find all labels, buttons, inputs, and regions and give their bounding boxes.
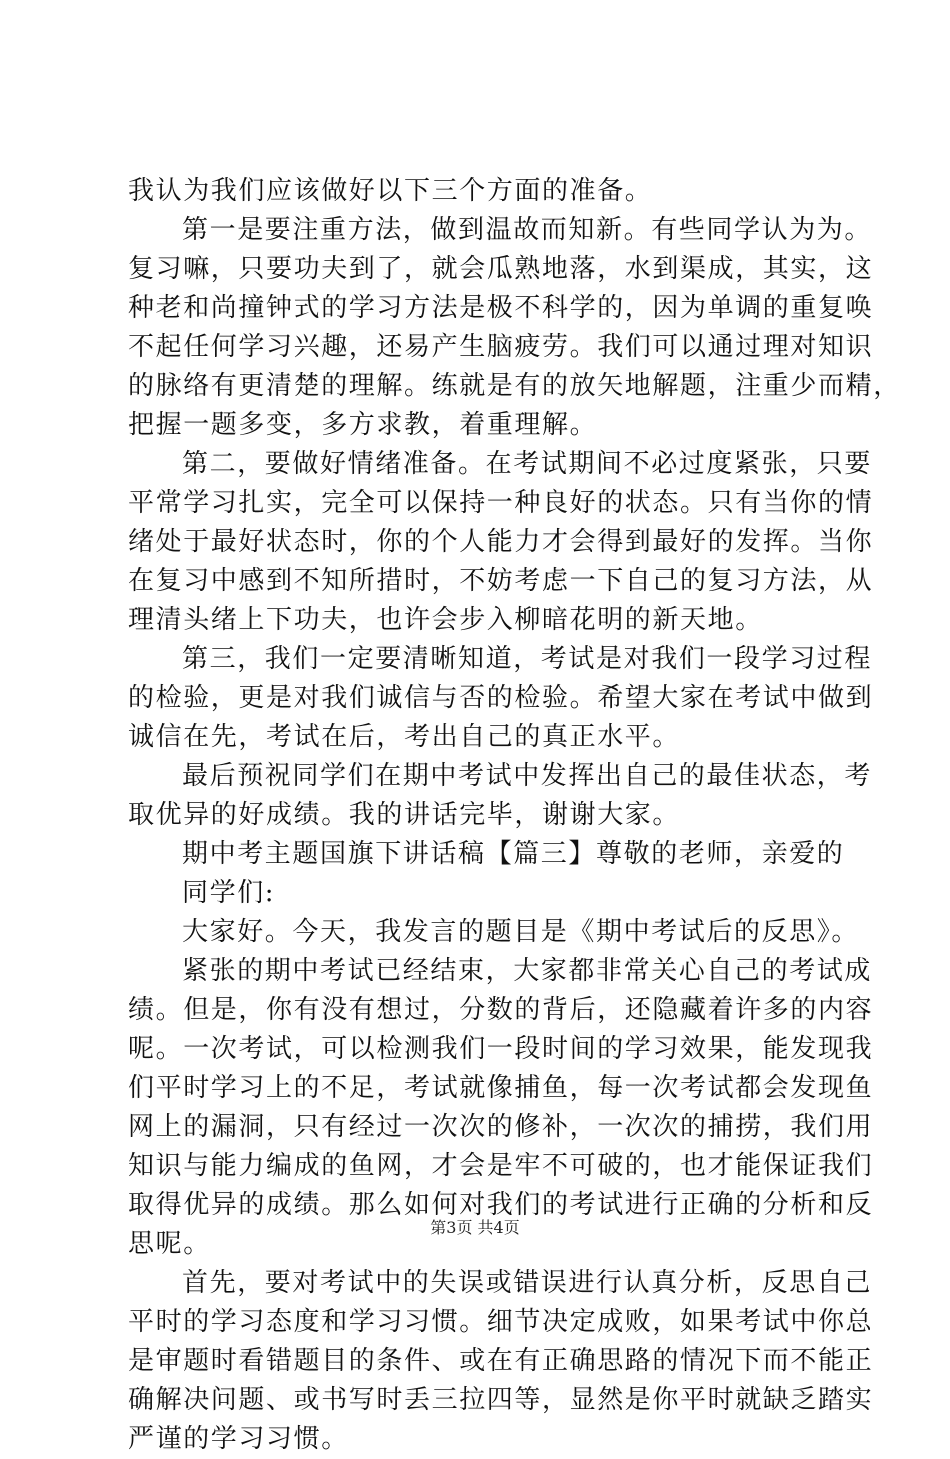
text-line: 同学们: <box>182 878 276 908</box>
text-line: 最后预祝同学们在期中考试中发挥出自己的最佳状态，考 <box>182 761 873 791</box>
text-line: 大家好。今天，我发言的题目是《期中考试后的反思》。 <box>182 917 860 947</box>
text-line: 严谨的学习习惯。 <box>128 1424 349 1454</box>
text-line: 网上的漏洞，只有经过一次次的修补，一次次的捕捞，我们用 <box>128 1112 874 1142</box>
text-line: 把握一题多变，多方求教，着重理解。 <box>128 410 598 440</box>
text-line: 诚信在先，考试在后，考出自己的真正水平。 <box>128 722 681 752</box>
text-line: 紧张的期中考试已经结束，大家都非常关心自己的考试成 <box>182 956 873 986</box>
text-line: 绪处于最好状态时，你的个人能力才会得到最好的发挥。当你 <box>128 527 874 557</box>
text-line: 的检验，更是对我们诚信与否的检验。希望大家在考试中做到 <box>128 683 874 713</box>
text-line: 确解决问题、或书写时丢三拉四等，显然是你平时就缺乏踏实 <box>128 1385 874 1415</box>
text-line: 第三，我们一定要清晰知道，考试是对我们一段学习过程 <box>182 644 873 674</box>
text-line: 们平时学习上的不足，考试就像捕鱼，每一次考试都会发现鱼 <box>128 1073 874 1103</box>
text-line: 知识与能力编成的鱼网，才会是牢不可破的，也才能保证我们 <box>128 1151 874 1181</box>
text-line: 不起任何学习兴趣，还易产生脑疲劳。我们可以通过理对知识 <box>128 332 874 362</box>
text-line: 首先，要对考试中的失误或错误进行认真分析，反思自己 <box>182 1268 873 1298</box>
text-line: 呢。一次考试，可以检测我们一段时间的学习效果，能发现我 <box>128 1034 874 1064</box>
document-body <box>128 172 901 1459</box>
page-number-footer: 第3页 共4页 <box>430 1218 520 1237</box>
text-line: 第一是要注重方法，做到温故而知新。有些同学认为为。 <box>182 215 873 245</box>
text-line: 在复习中感到不知所措时，不妨考虑一下自己的复习方法，从 <box>128 566 874 596</box>
text-line: 取优异的好成绩。我的讲话完毕，谢谢大家。 <box>128 800 681 830</box>
text-line: 种老和尚撞钟式的学习方法是极不科学的，因为单调的重复唤 <box>128 293 874 323</box>
text-line: 绩。但是，你有没有想过，分数的背后，还隐藏着许多的内容 <box>128 995 874 1025</box>
text-line: 取得优异的成绩。那么如何对我们的考试进行正确的分析和反 <box>128 1190 874 1220</box>
text-line: 是审题时看错题目的条件、或在有正确思路的情况下而不能正 <box>128 1346 874 1376</box>
text-line: 第二，要做好情绪准备。在考试期间不必过度紧张，只要 <box>182 449 873 479</box>
text-line: 理清头绪上下功夫，也许会步入柳暗花明的新天地。 <box>128 605 763 635</box>
text-line: 的脉络有更清楚的理解。练就是有的放矢地解题，注重少而精， <box>128 371 901 401</box>
text-line: 平时的学习态度和学习习惯。细节决定成败，如果考试中你总 <box>128 1307 874 1337</box>
text-line: 平常学习扎实，完全可以保持一种良好的状态。只有当你的情 <box>128 488 874 518</box>
text-line: 我认为我们应该做好以下三个方面的准备。 <box>128 176 653 206</box>
text-line: 思呢。 <box>128 1229 211 1259</box>
text-line: 复习嘛，只要功夫到了，就会瓜熟地落，水到渠成，其实，这 <box>128 254 874 284</box>
section-heading: 期中考主题国旗下讲话稿【篇三】尊敬的老师，亲爱的 <box>182 839 845 869</box>
